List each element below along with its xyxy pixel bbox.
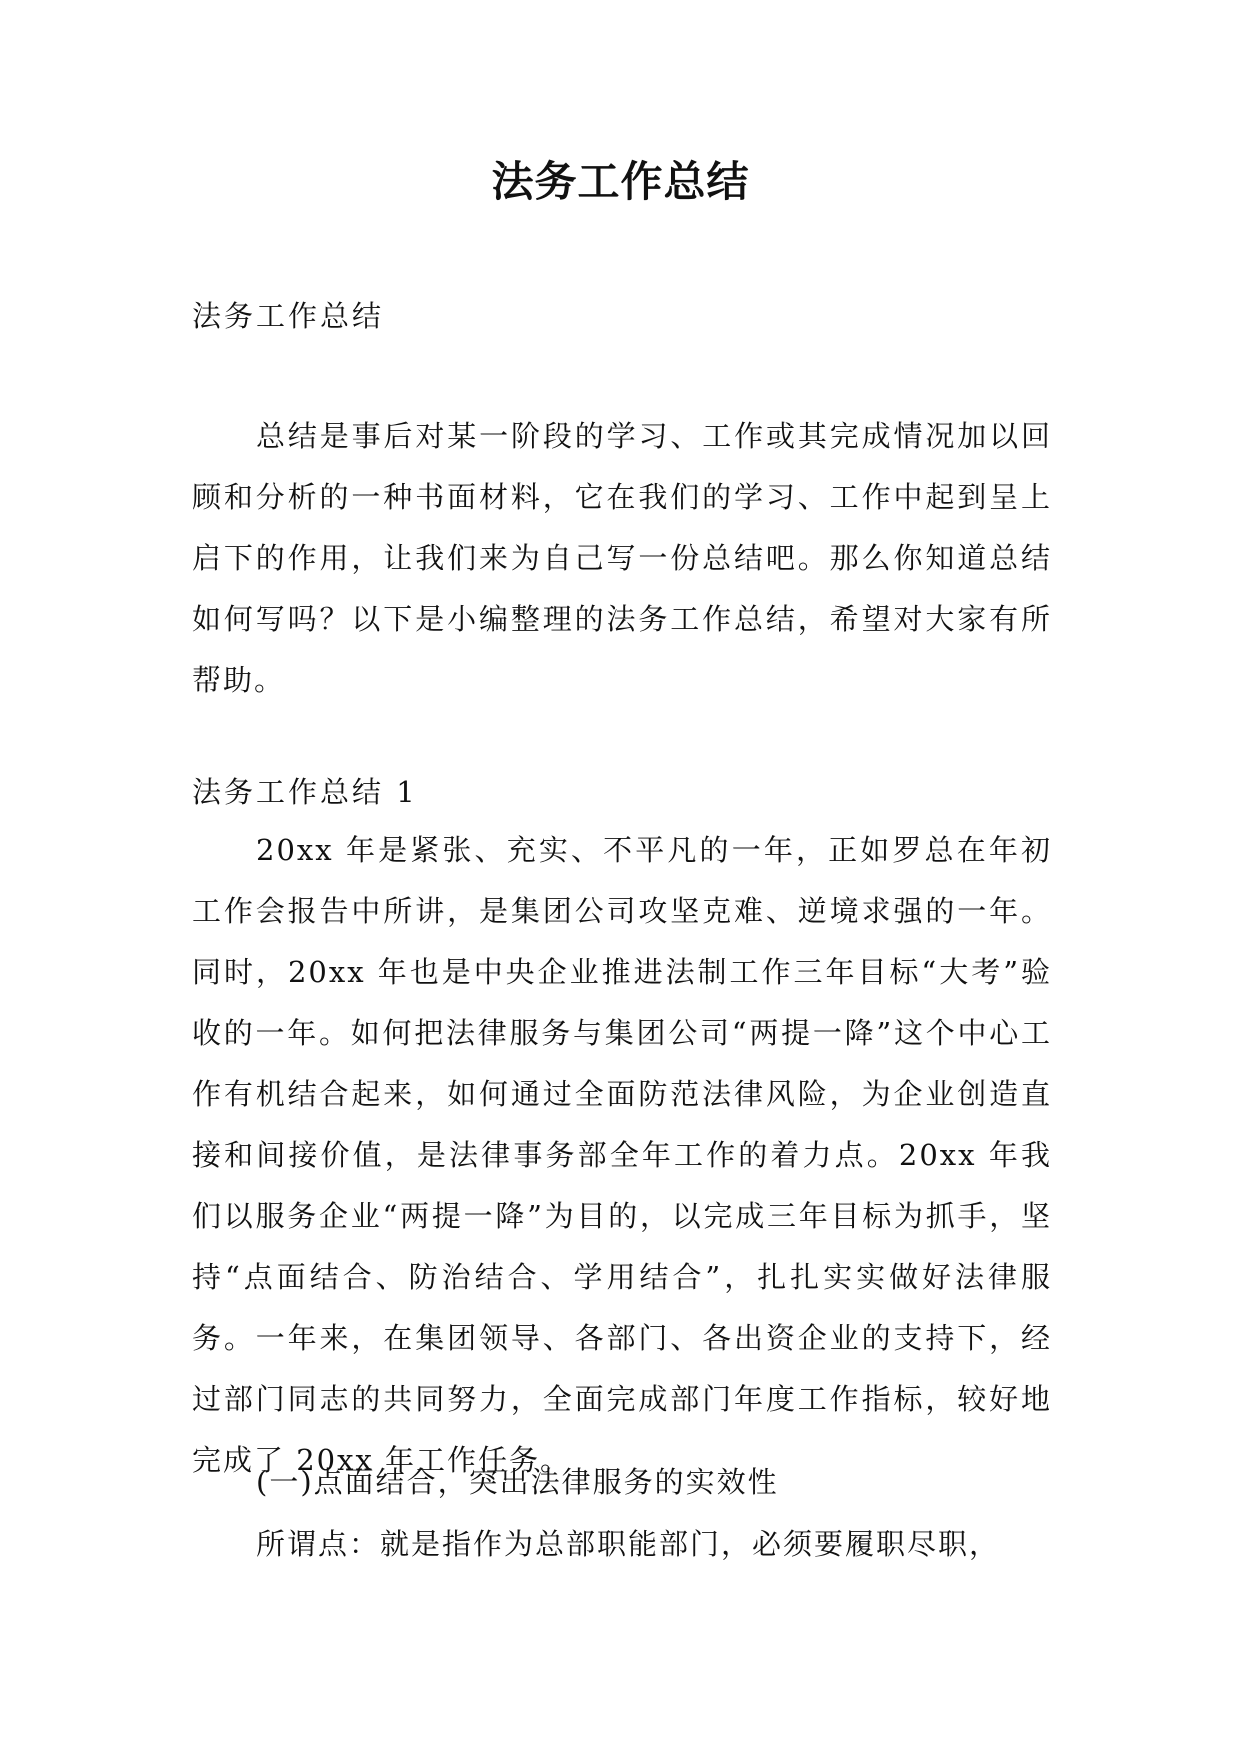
section-heading: 法务工作总结 1 xyxy=(192,775,418,809)
subsection-heading: (一)点面结合，突出法律服务的实效性 xyxy=(256,1465,779,1499)
document-subtitle: 法务工作总结 xyxy=(192,299,385,333)
document-title: 法务工作总结 xyxy=(491,157,750,206)
section-paragraph: 20xx 年是紧张、充实、不平凡的一年，正如罗总在年初工作会报告中所讲，是集团公司攻坚克难、逆境求强的一年。同时，20xx 年也是中央企业推进法制工作三年目标“大考”验收的一年。如何把法律服务与集团公司“两提一降”这个中心工作有机结合起来，如何通过全面防范法律风险，为企业创造直接和间接价值，是法律事务部全年工作的着力点。20xx 年我们以服务企业“两提一降”为目的，以完成三年目标为抓手，坚持“点面结合、防治结合、学用结合”，扎扎实实做好法律服务。一年来，在集团领导、各部门、各出资企业的支持下，经过部门同志的共同努力，全面完成部门年度工作指标，较好地完成了 20xx 年工作任务。 xyxy=(192,833,1052,1477)
subsection-paragraph: 所谓点：就是指作为总部职能部门，必须要履职尽职， xyxy=(256,1527,1001,1561)
intro-paragraph: 总结是事后对某一阶段的学习、工作或其完成情况加以回顾和分析的一种书面材料，它在我们的学习、工作中起到呈上启下的作用，让我们来为自己写一份总结吧。那么你知道总结如何写吗？以下是小编整理的法务工作总结，希望对大家有所帮助。 xyxy=(192,419,1052,697)
